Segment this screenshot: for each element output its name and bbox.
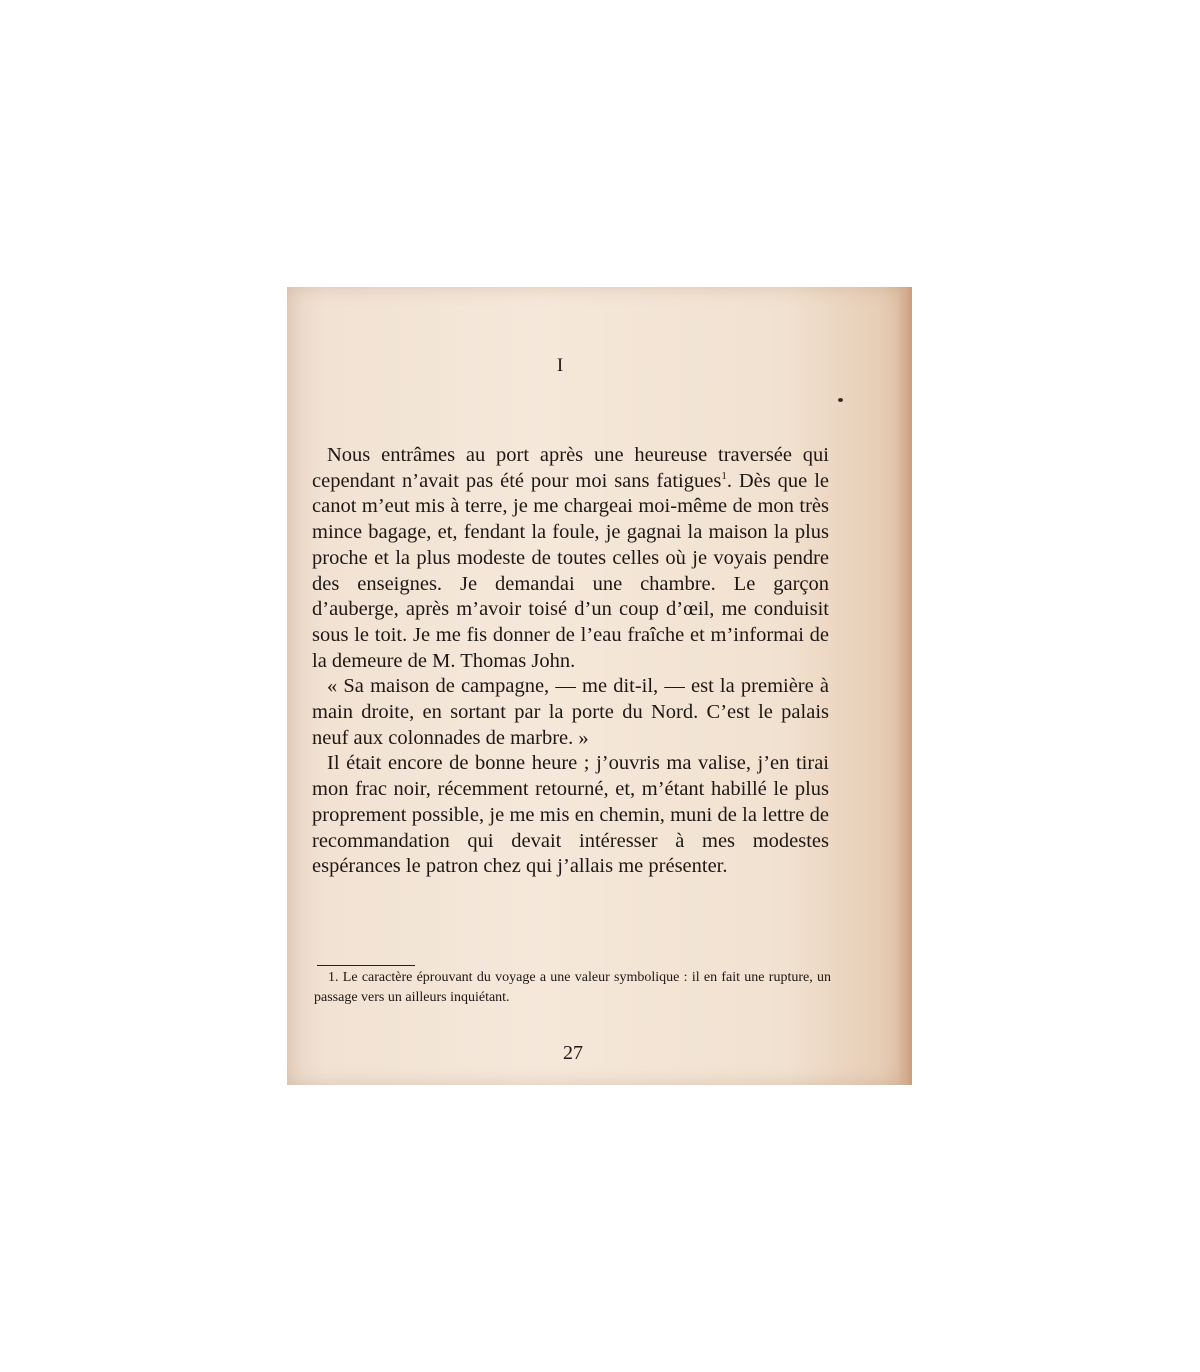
paragraph-3: Il était encore de bonne heure ; j’ouvris ma valise, j’en tirai mon frac noir, récemment retourné, et, m’étant habillé le plus proprement possible, je me mis en chemin, muni de la lettre de recommandation qui devait intéresser à mes modestes espérances le patron chez qui j’allais me présenter. [312, 752, 829, 878]
book-page-scan [287, 287, 912, 1085]
footnote: 1. Le caractère éprouvant du voyage a une valeur symbolique : il en fait une rupture, un passage vers un ailleurs inquiétant. [314, 970, 831, 1005]
paragraph-1-text-continued: . Dès que le canot m’eut mis à terre, je me chargeai moi-même de mon très mince bagage, et, fendant la foule, je gagnai la maison la plus proche et la plus modeste de toutes celles où je voyais pendre des enseignes. Je demandai une chambre. Le garçon d’auberge, après m’avoir toisé d’un coup d’œil, me conduisit sous le toit. Je me fis donner de l’eau fraîche et m’informai de la demeure de M. Thomas John. [312, 469, 829, 672]
page-edge-shadow [898, 287, 912, 1085]
body-text [312, 443, 829, 880]
chapter-numeral: I [556, 355, 564, 376]
page-number: 27 [563, 1042, 583, 1064]
ink-speck [838, 398, 843, 402]
footnote-separator [317, 965, 415, 966]
paragraph-1 [312, 443, 829, 674]
paragraph-1-text: Nous entrâmes au port après une heureuse traversée qui cependant n’avait pas été pour moi sans fatigues [312, 444, 829, 492]
footnote-marker: 1 [721, 469, 727, 482]
paragraph-2: « Sa maison de campagne, — me dit-il, — est la première à main droite, en sortant par la porte du Nord. C’est le palais neuf aux colonnades de marbre. » [312, 675, 829, 749]
